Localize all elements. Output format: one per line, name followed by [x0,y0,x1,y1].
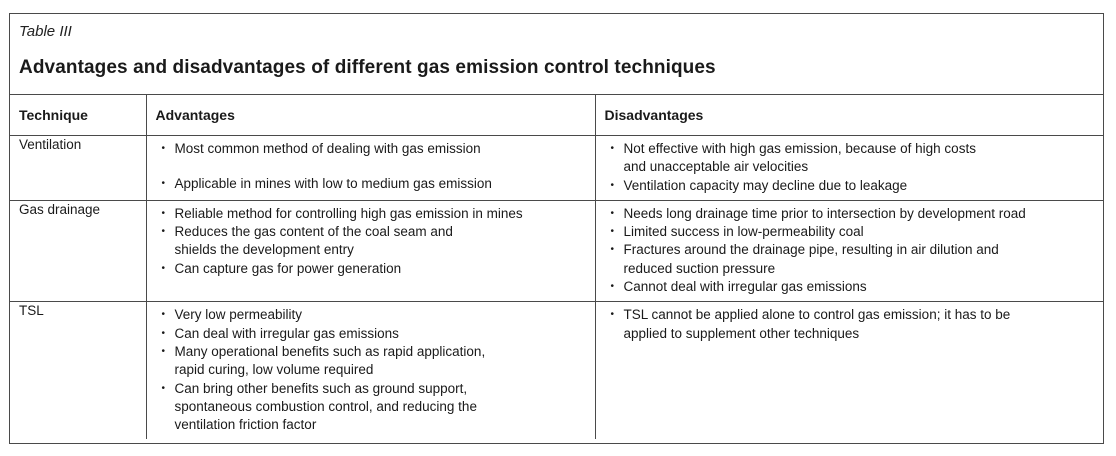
list-item: • Cannot deal with irregular gas emissions [605,278,1095,296]
advantages-list [156,302,586,439]
table-row [10,136,1103,201]
advantages-cell [146,200,595,301]
list-item: • Many operational benefits such as rapid application, rapid curing, low volume required [156,343,586,380]
list-item: • Not effective with high gas emission, because of high costs and unacceptable air velocities [605,140,1095,177]
list-item: • Needs long drainage time prior to intersection by development road [605,205,1095,223]
header-disadvantages: Disadvantages [595,95,1103,136]
disadvantages-cell [595,200,1103,301]
table-row [10,200,1103,301]
table-frame [9,13,1104,444]
list-item: • Can deal with irregular gas emissions [156,325,586,343]
list-item: • Can bring other benefits such as ground support, spontaneous combustion control, and reducing the ventilation friction factor [156,380,586,435]
disadvantages-cell [595,302,1103,440]
list-item: • Limited success in low-permeability coal [605,223,1095,241]
comparison-table [10,94,1103,439]
list-item: • Reduces the gas content of the coal seam and shields the development entry [156,223,586,260]
advantages-list [156,136,586,199]
advantages-list [156,201,586,283]
header-advantages: Advantages [146,95,595,136]
table-label: Table III [19,23,72,40]
list-item: • Applicable in mines with low to medium gas emission [156,175,586,193]
technique-cell: TSL [19,303,44,319]
advantages-cell [146,136,595,201]
table-row [10,302,1103,440]
list-item: • Fractures around the drainage pipe, resulting in air dilution and reduced suction pressure [605,241,1095,278]
list-item: • TSL cannot be applied alone to control gas emission; it has to be applied to supplement other techniques [605,306,1095,343]
header-technique: Technique [10,95,146,136]
advantages-cell [146,302,595,440]
technique-cell: Gas drainage [10,200,146,301]
disadvantages-list [605,302,1095,348]
list-item: • Reliable method for controlling high gas emission in mines [156,205,586,223]
header-row [10,95,1103,136]
technique-cell: Ventilation [10,136,146,201]
list-item: • Very low permeability [156,306,586,324]
disadvantages-list [605,136,1095,200]
table-title: Advantages and disadvantages of different gas emission control techniques [19,57,716,78]
disadvantages-list [605,201,1095,301]
list-item: • Ventilation capacity may decline due to leakage [605,177,1095,195]
list-item: • Most common method of dealing with gas emission [156,140,586,158]
list-item: • Can capture gas for power generation [156,260,586,278]
disadvantages-cell [595,136,1103,201]
